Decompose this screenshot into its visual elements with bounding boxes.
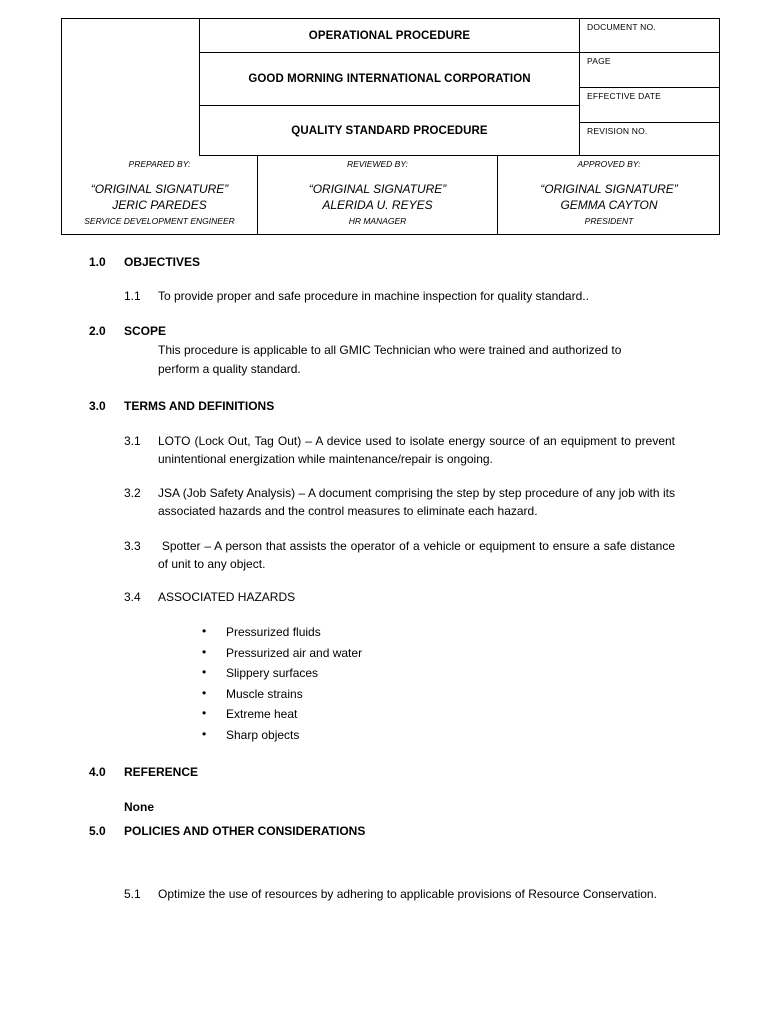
definition-jsa: JSA (Job Safety Analysis) – A document comprising the step by step procedure of any job with its associated hazards and the control measures to eliminate each hazard. <box>158 486 675 518</box>
signatory-name: ALERIDA U. REYES <box>322 198 433 212</box>
bullet-icon: • <box>202 706 207 720</box>
bullet-icon: • <box>202 686 207 700</box>
meta-effective-date: EFFECTIVE DATE <box>580 88 720 123</box>
signature-role: PREPARED BY: <box>128 159 191 169</box>
signatory-name: GEMMA CAYTON <box>560 198 658 212</box>
section-heading-policies: POLICIES AND OTHER CONSIDERATIONS <box>124 824 366 838</box>
signature-block-approved <box>498 156 720 234</box>
section-heading-terms: TERMS AND DEFINITIONS <box>124 399 275 413</box>
header-company-name: GOOD MORNING INTERNATIONAL CORPORATION <box>200 53 580 106</box>
bullet-icon: • <box>202 624 207 638</box>
logo-cell <box>62 19 200 156</box>
hazard-item: Slippery surfaces <box>226 666 319 680</box>
section-number: 3.0 <box>89 399 106 413</box>
item-number: 3.1 <box>124 434 141 448</box>
item-number: 3.3 <box>124 539 141 553</box>
bullet-icon: • <box>202 645 207 659</box>
hazard-item: Sharp objects <box>226 728 300 742</box>
signature-text: “ORIGINAL SIGNATURE” <box>308 182 447 196</box>
signature-block-prepared <box>62 156 258 234</box>
definition-loto: LOTO (Lock Out, Tag Out) – A device used to isolate energy source of an equipment to prevent unintentional energization while maintenance/repair is ongoing. <box>158 434 675 466</box>
section-heading-scope: SCOPE <box>124 324 167 338</box>
signature-role: REVIEWED BY: <box>346 159 409 169</box>
signatory-title: PRESIDENT <box>584 216 634 226</box>
signature-role: APPROVED BY: <box>577 159 641 169</box>
signatory-name: JERIC PAREDES <box>112 198 207 212</box>
bullet-icon: • <box>202 665 207 679</box>
item-number: 5.1 <box>124 887 141 901</box>
section-number: 5.0 <box>89 824 106 838</box>
signature-block-reviewed <box>258 156 498 234</box>
item-number: 1.1 <box>124 289 141 303</box>
definition-spotter: Spotter – A person that assists the operator of a vehicle or equipment to ensure a safe distance of unit to any object. <box>158 539 679 571</box>
objective-text: To provide proper and safe procedure in machine inspection for quality standard.. <box>158 289 589 303</box>
hazard-item: Extreme heat <box>226 707 298 721</box>
header-procedure-name: QUALITY STANDARD PROCEDURE <box>200 106 580 156</box>
policy-text: Optimize the use of resources by adhering to applicable provisions of Resource Conservation. <box>158 887 657 901</box>
meta-revision-no: REVISION NO. <box>580 123 720 156</box>
section-number: 2.0 <box>89 324 106 338</box>
section-heading-reference: REFERENCE <box>124 765 199 779</box>
meta-document-no: DOCUMENT NO. <box>580 19 720 53</box>
signatory-title: SERVICE DEVELOPMENT ENGINEER <box>84 216 235 226</box>
signatory-title: HR MANAGER <box>348 216 407 226</box>
section-number: 1.0 <box>89 255 106 269</box>
section-number: 4.0 <box>89 765 106 779</box>
meta-page: PAGE <box>580 53 720 88</box>
section-heading-objectives: OBJECTIVES <box>124 255 201 269</box>
hazard-item: Pressurized air and water <box>226 646 363 660</box>
bullet-icon: • <box>202 727 207 741</box>
signature-text: “ORIGINAL SIGNATURE” <box>90 182 229 196</box>
scope-text: This procedure is applicable to all GMIC Technician who were trained and authorized to perform a quality standard. <box>158 343 622 376</box>
header-title-procedure-type: OPERATIONAL PROCEDURE <box>200 19 580 53</box>
hazard-item: Pressurized fluids <box>226 625 321 639</box>
reference-text: None <box>124 800 154 814</box>
document-header-table <box>61 18 720 235</box>
associated-hazards-heading: ASSOCIATED HAZARDS <box>158 590 296 604</box>
signature-text: “ORIGINAL SIGNATURE” <box>540 182 678 196</box>
hazard-item: Muscle strains <box>226 687 303 701</box>
item-number: 3.4 <box>124 590 141 604</box>
item-number: 3.2 <box>124 486 141 500</box>
